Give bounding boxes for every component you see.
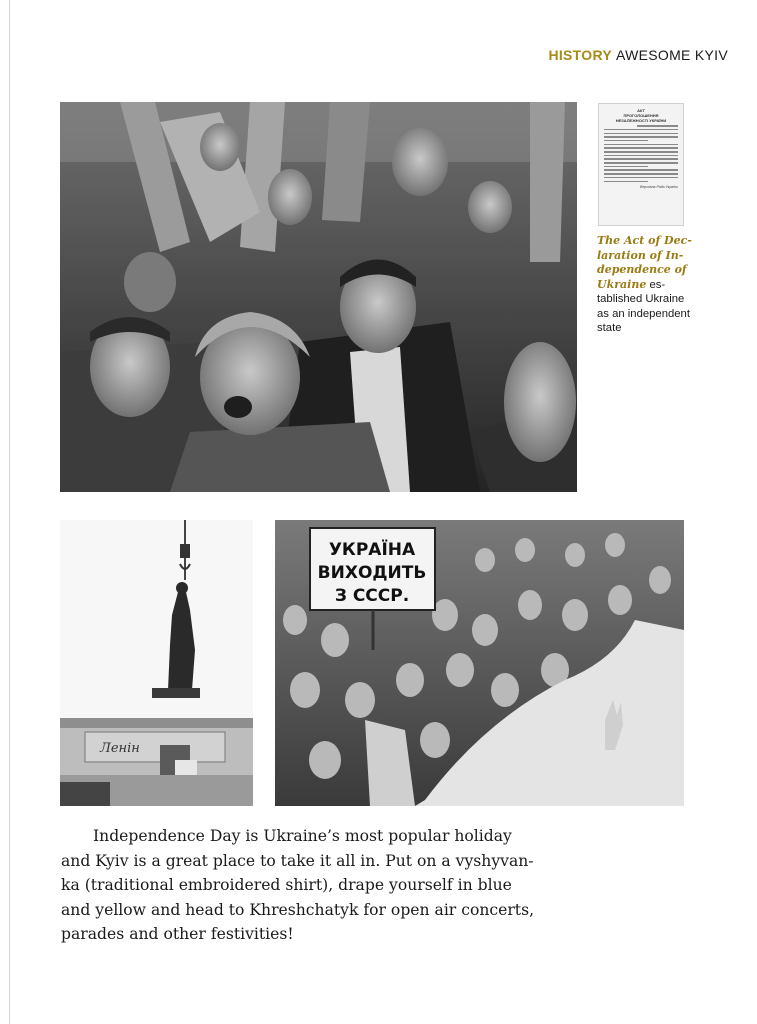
body-line: parades and other festivities! <box>61 925 294 943</box>
page-spine <box>9 0 10 1024</box>
doc-title-2: ПРОГОЛОШЕННЯ <box>623 113 659 118</box>
header-section: HISTORY <box>548 47 612 63</box>
body-paragraph <box>61 824 535 947</box>
placard-line-3: З СССР. <box>334 586 410 606</box>
building-sign: Ленін <box>100 741 140 756</box>
caption-lead: The Act of Dec-laration of In-dependence of Ukraine <box>597 234 692 291</box>
statue-removal-photo <box>60 520 253 806</box>
placard-line-2: ВИХОДИТЬ <box>317 563 427 583</box>
body-line: ka (traditional embroidered shirt), drape yourself in blue <box>61 876 512 894</box>
doc-signature: Верховна Рада України <box>640 185 678 189</box>
body-line: and Kyiv is a great place to take it all in. Put on a vyshyvan- <box>61 851 534 870</box>
protest-crowd-photo <box>275 520 684 806</box>
photo-caption <box>597 234 693 336</box>
header-title: AWESOME KYIV <box>616 47 728 63</box>
doc-title-1: АКТ <box>637 108 645 113</box>
independence-act-document <box>598 103 684 226</box>
placard-line-1: УКРАЇНА <box>328 540 416 560</box>
caption-rest: es-tablished Ukraine as an independent state <box>597 278 690 334</box>
running-header <box>548 47 728 63</box>
body-line: and yellow and head to Khreshchatyk for open air concerts, <box>61 900 535 919</box>
crowd-celebration-photo <box>60 102 577 492</box>
body-line: Independence Day is Ukraine’s most popular holiday <box>93 827 512 845</box>
doc-title-3: НЕЗАЛЕЖНОСТІ УКРАЇНИ <box>615 118 667 123</box>
